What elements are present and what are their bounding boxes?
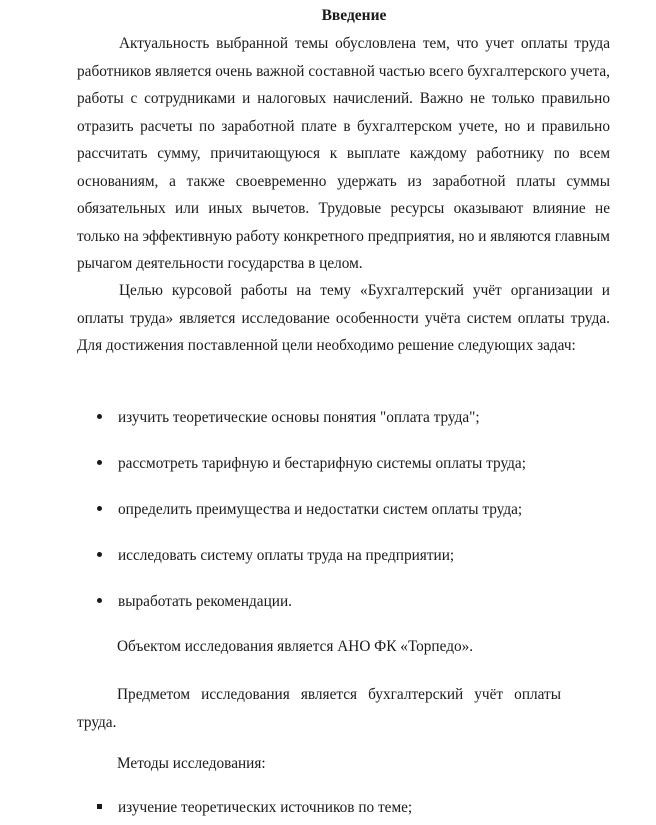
square-bullet-icon: [97, 804, 102, 809]
list-item: [97, 590, 292, 614]
list-item-text: исследовать систему оплаты труда на предприятии;: [118, 547, 455, 564]
research-subject-paragraph: Предметом исследования является бухгалтерский учёт оплаты труда.: [77, 686, 561, 731]
bullet-icon: [97, 414, 102, 419]
goal-paragraph: Целью курсовой работы на тему «Бухгалтерский учёт организации и оплаты труда» является исследование особенности учёта систем оплаты труда. Для достижения поставленной цели необходимо решение следующих задач:: [77, 282, 610, 354]
list-item-text: выработать рекомендации.: [118, 593, 292, 610]
list-item-text: определить преимущества и недостатки систем оплаты труда;: [118, 501, 523, 518]
bullet-icon: [97, 460, 102, 465]
methods-heading: Методы исследования:: [117, 755, 266, 772]
list-item: [97, 406, 480, 430]
page-title: Введение: [321, 7, 387, 24]
research-object-line: Объектом исследования является АНО ФК «Торпедо».: [117, 638, 474, 655]
bullet-icon: [97, 506, 102, 511]
list-item-text: изучение теоретических источников по теме;: [118, 799, 413, 816]
list-item-text: изучить теоретические основы понятия "оплата труда";: [118, 409, 480, 426]
list-item: [97, 544, 455, 568]
list-item-text: рассмотреть тарифную и бестарифную системы оплаты труда;: [118, 455, 526, 472]
list-item: [97, 452, 526, 476]
relevance-paragraph: Актуальность выбранной темы обусловлена тем, что учет оплаты труда работников является очень важной составной частью всего бухгалтерского учета, работы с сотрудниками и налоговых начислений. Важно не только правильно отразить расчеты по заработной плате в бухгалтерском учете, но и правильно рассчитать сумму, причитающуюся к выплате каждому работнику по всем основаниям, а также своевременно удержать из заработной платы суммы обязательных или иных вычетов. Трудовые ресурсы оказывают влияние не только на эффективную работу конкретного предприятия, но и являются главным рычагом деятельности государства в целом.: [77, 35, 610, 272]
list-item: [97, 498, 523, 522]
bullet-icon: [97, 552, 102, 557]
bullet-icon: [97, 598, 102, 603]
list-item: [97, 796, 413, 820]
